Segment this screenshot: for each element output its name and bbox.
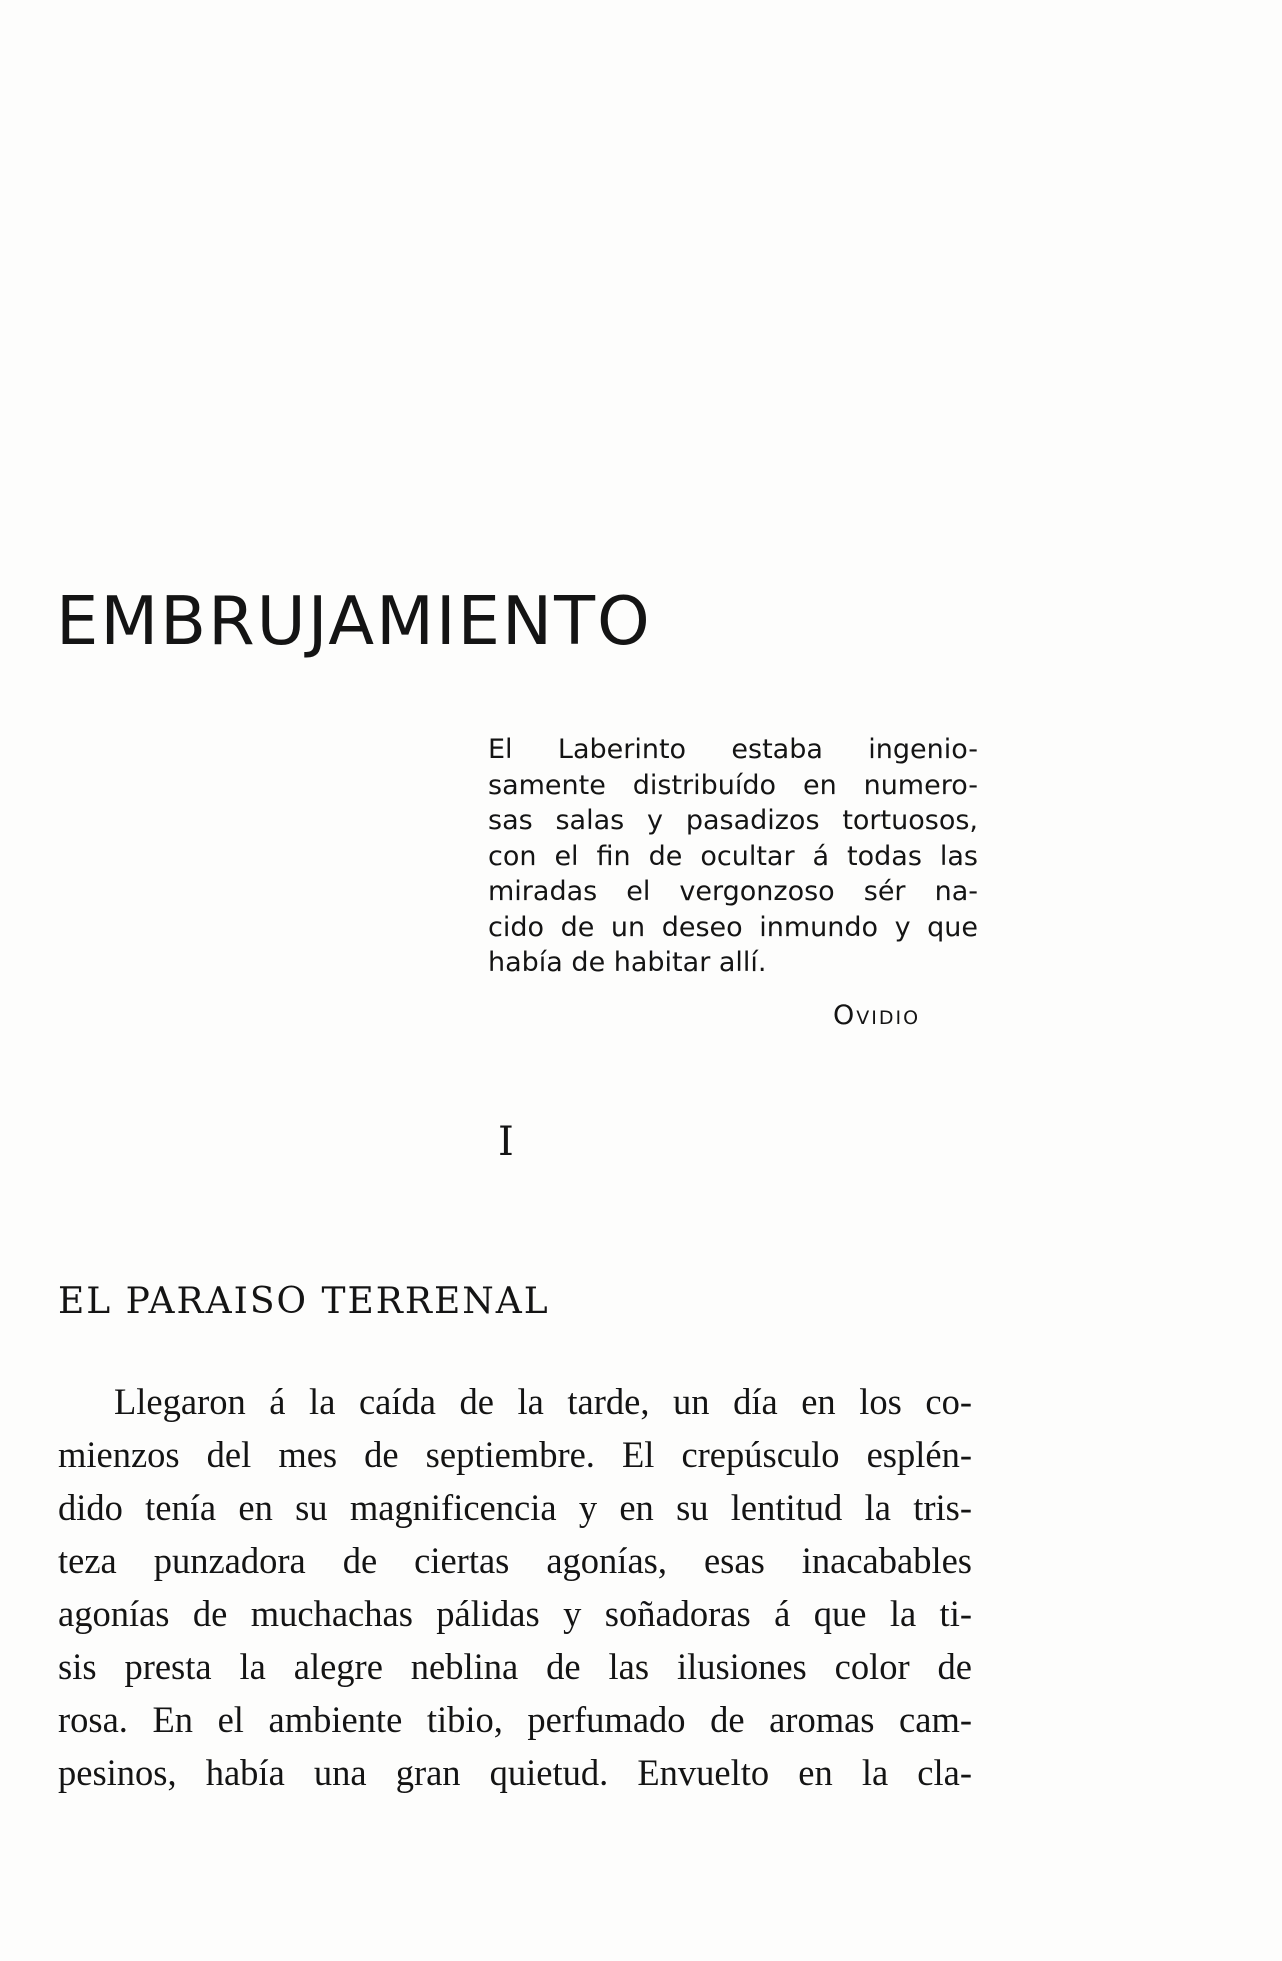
- epigraph-line: El Laberinto estaba ingenio-: [488, 734, 978, 765]
- chapter-title: EL PARAISO TERRENAL: [58, 1281, 550, 1322]
- epigraph: [488, 732, 978, 981]
- body-line: rosa. En el ambiente tibio, perfumado de aromas cam-: [58, 1699, 972, 1740]
- epigraph-line: miradas el vergonzoso sér na-: [488, 876, 978, 907]
- body-line: sis presta la alegre neblina de las ilusiones color de: [58, 1646, 972, 1687]
- epigraph-line: samente distribuído en numero-: [488, 769, 978, 801]
- epigraph-line: con el fin de ocultar á todas las: [488, 840, 978, 872]
- epigraph-line: había de habitar allí.: [488, 947, 767, 978]
- epigraph-line: cido de un deseo inmundo y que: [488, 911, 978, 943]
- epigraph-line: sas salas y pasadizos tortuosos,: [488, 805, 978, 836]
- story-title: EMBRUJAMIENTO: [56, 582, 652, 660]
- body-line: mienzos del mes de septiembre. El crepúsculo esplén-: [58, 1434, 972, 1475]
- body-text: [58, 1375, 972, 1799]
- chapter-number: I: [498, 1119, 514, 1165]
- body-line: agonías de muchachas pálidas y soñadoras á que la ti-: [58, 1593, 972, 1634]
- body-line: dido tenía en su magnificencia y en su lentitud la tris-: [58, 1487, 972, 1528]
- epigraph-author: Ovidio: [833, 1000, 921, 1031]
- body-line: Llegaron á la caída de la tarde, un día en los co-: [114, 1381, 972, 1422]
- body-line: teza punzadora de ciertas agonías, esas inacabables: [58, 1540, 972, 1581]
- body-line: pesinos, había una gran quietud. Envuelto en la cla-: [58, 1752, 972, 1793]
